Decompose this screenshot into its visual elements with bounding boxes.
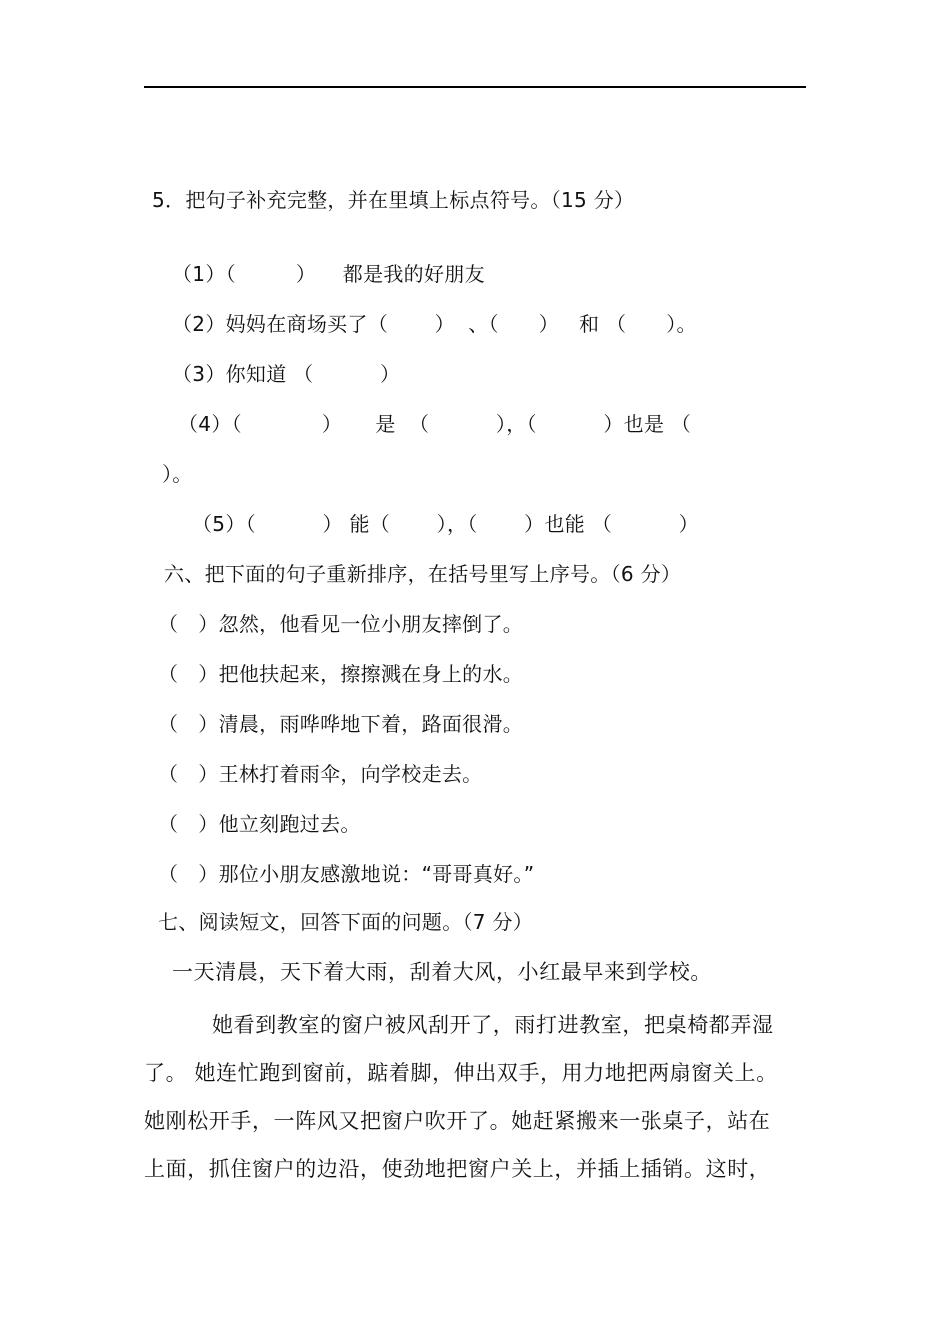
q5-item-4-continued: ）。 xyxy=(162,462,193,486)
q5-item-4: （4）（ ） 是 （ ），（ ）也是 （ xyxy=(178,412,692,436)
q7-passage-line-4: 她刚松开手，一阵风又把窗户吹开了。她赶紧搬来一张桌子，站在 xyxy=(144,1109,771,1133)
q7-passage-line-1: 一天清晨，天下着大雨，刮着大风，小红最早来到学校。 xyxy=(172,960,712,984)
q6-item-3: （ ）清晨，雨哗哗地下着，路面很滑。 xyxy=(158,712,524,736)
q7-passage-line-3: 了。 她连忙跑到窗前，踮着脚，伸出双手，用力地把两扇窗关上。 xyxy=(144,1061,778,1085)
q6-item-4: （ ）王林打着雨伞，向学校走去。 xyxy=(158,762,483,786)
q6-item-6: （ ）那位小朋友感激地说：“哥哥真好。” xyxy=(158,862,535,886)
q5-title: 5．把句子补充完整，并在里填上标点符号。（15 分） xyxy=(152,188,635,212)
q6-title: 六、把下面的句子重新排序，在括号里写上序号。（6 分） xyxy=(164,562,682,586)
q5-item-2: （2）妈妈在商场买了（ ） 、（ ） 和 （ ）。 xyxy=(172,312,697,336)
q7-passage-line-2: 她看到教室的窗户被风刮开了，雨打进教室，把桌椅都弄湿 xyxy=(212,1013,774,1037)
q6-item-2: （ ）把他扶起来，擦擦溅在身上的水。 xyxy=(158,662,524,686)
q6-item-5: （ ）他立刻跑过去。 xyxy=(158,812,361,836)
q7-passage-line-5: 上面，抓住窗户的边沿，使劲地把窗户关上，并插上插销。这时， xyxy=(144,1157,771,1181)
q5-item-5: （5）（ ） 能（ ），（ ）也能 （ ） xyxy=(192,512,699,536)
q5-item-3: （3）你知道 （ ） xyxy=(172,362,401,386)
q5-item-1: （1）（ ） 都是我的好朋友 xyxy=(172,262,485,286)
q7-title: 七、阅读短文，回答下面的问题。（7 分） xyxy=(158,910,534,934)
q6-item-1: （ ）忽然，他看见一位小朋友摔倒了。 xyxy=(158,612,524,636)
header-rule xyxy=(144,86,806,88)
